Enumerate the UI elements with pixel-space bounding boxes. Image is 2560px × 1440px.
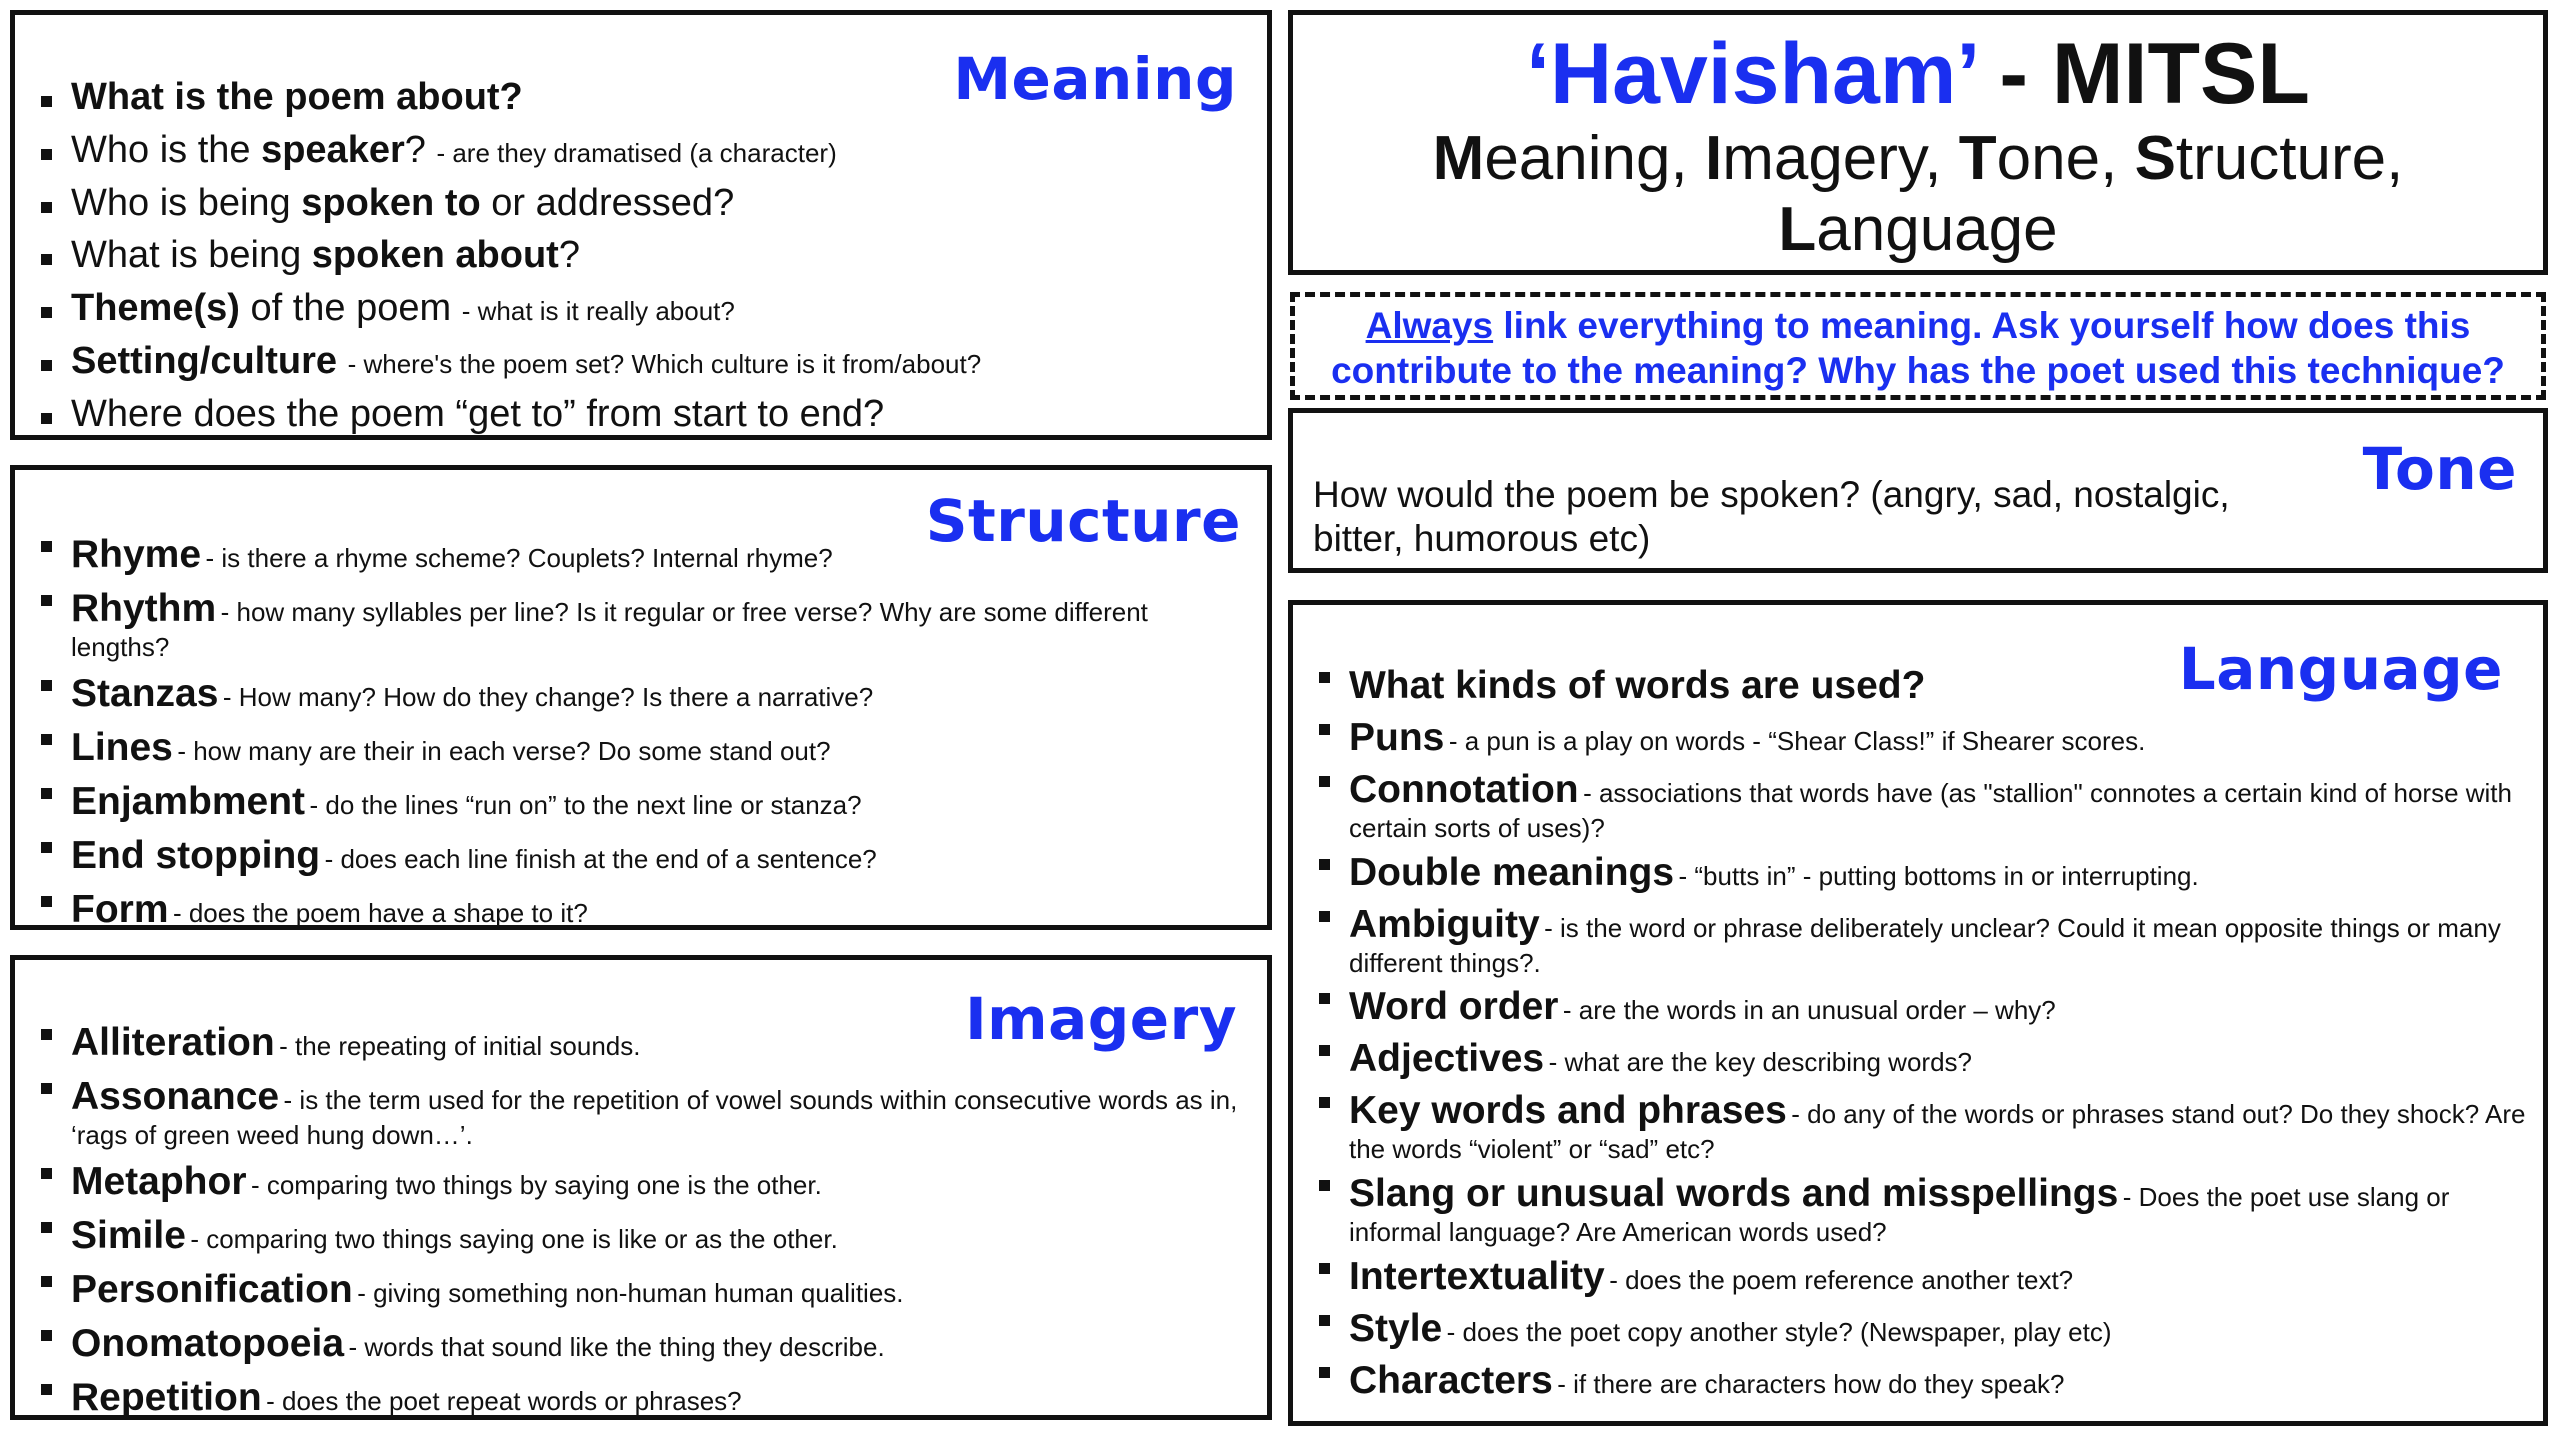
list-item: What kinds of words are used?: [1311, 663, 2541, 709]
list-item: Stanzas - How many? How do they change? Is there a narrative?: [33, 671, 1213, 717]
list-item: Connotation - associations that words have (as "stallion" connotes a certain kind of horse with certain sorts of uses)?: [1311, 767, 2541, 844]
imagery-heading: Imagery: [965, 985, 1237, 1053]
list-item: Theme(s) of the poem - what is it really about?: [33, 286, 1233, 331]
list-item: Slang or unusual words and misspellings - Does the poet use slang or informal language? Are American words used?: [1311, 1171, 2541, 1248]
imagery-list: [33, 1020, 1253, 1429]
list-item: Setting/culture - where's the poem set? Which culture is it from/about?: [33, 339, 1233, 384]
language-heading: Language: [2178, 635, 2503, 703]
list-item: Form - does the poem have a shape to it?: [33, 887, 1213, 933]
structure-panel: [10, 465, 1272, 930]
tone-panel: [1288, 408, 2548, 573]
list-item: Enjambment - do the lines “run on” to the next line or stanza?: [33, 779, 1213, 825]
list-item: Style - does the poet copy another style? (Newspaper, play etc): [1311, 1306, 2541, 1352]
list-item: Characters - if there are characters how do they speak?: [1311, 1358, 2541, 1404]
reminder-emphasis: Always: [1365, 305, 1494, 346]
list-item: End stopping - does each line finish at the end of a sentence?: [33, 833, 1213, 879]
title-panel: [1288, 10, 2548, 275]
list-item: Repetition - does the poet repeat words or phrases?: [33, 1375, 1253, 1421]
reminder-text: link everything to meaning. Ask yourself how does this contribute to the meaning? Why has the poet used this technique?: [1331, 305, 2505, 392]
meaning-panel: [10, 10, 1272, 440]
list-item: Assonance - is the term used for the repetition of vowel sounds within consecutive words as in, ‘rags of green weed hung down…’.: [33, 1074, 1253, 1151]
imagery-panel: [10, 955, 1272, 1420]
reminder-box: [1290, 292, 2546, 400]
list-item: Intertextuality - does the poem reference another text?: [1311, 1254, 2541, 1300]
list-item: Adjectives - what are the key describing words?: [1311, 1036, 2541, 1082]
list-item: What is being spoken about?: [33, 233, 1233, 278]
list-item: What is the poem about?: [33, 75, 1233, 120]
list-item: Double meanings - “butts in” - putting bottoms in or interrupting.: [1311, 850, 2541, 896]
tone-text: How would the poem be spoken? (angry, sad, nostalgic, bitter, humorous etc): [1313, 474, 2230, 560]
list-item: Where does the poem “get to” from start to end?: [33, 392, 1233, 437]
list-item: Who is being spoken to or addressed?: [33, 181, 1233, 226]
title-acronym: - MITSL: [1975, 26, 2310, 122]
list-item: Simile - comparing two things saying one is like or as the other.: [33, 1213, 1253, 1259]
language-panel: [1288, 600, 2548, 1426]
list-item: Key words and phrases - do any of the words or phrases stand out? Do they shock? Are the words “violent” or “sad” etc?: [1311, 1088, 2541, 1165]
list-item: Alliteration - the repeating of initial sounds.: [33, 1020, 1253, 1066]
page-title: [1293, 26, 2543, 122]
list-item: Onomatopoeia - words that sound like the thing they describe.: [33, 1321, 1253, 1367]
list-item: Ambiguity - is the word or phrase deliberately unclear? Could it mean opposite things or many different things?.: [1311, 902, 2541, 979]
meaning-list: [33, 75, 1233, 445]
title-subtitle: Meaning, Imagery, Tone, Structure, Language: [1432, 124, 2404, 265]
list-item: Word order - are the words in an unusual order – why?: [1311, 984, 2541, 1030]
list-item: Lines - how many are their in each verse? Do some stand out?: [33, 725, 1213, 771]
list-item: Puns - a pun is a play on words - “Shear Class!” if Shearer scores.: [1311, 715, 2541, 761]
list-item: Rhyme - is there a rhyme scheme? Couplets? Internal rhyme?: [33, 532, 1213, 578]
tone-heading: Tone: [2362, 435, 2517, 503]
structure-list: [33, 532, 1213, 941]
list-item: Who is the speaker? - are they dramatised (a character): [33, 128, 1233, 173]
list-item: Rhythm - how many syllables per line? Is it regular or free verse? Why are some different lengths?: [33, 586, 1213, 663]
meaning-heading: Meaning: [953, 45, 1237, 113]
title-poem-name: ‘Havisham’: [1526, 26, 1976, 122]
language-list: [1311, 663, 2541, 1410]
list-item: Metaphor - comparing two things by saying one is the other.: [33, 1159, 1253, 1205]
list-item: Personification - giving something non-human human qualities.: [33, 1267, 1253, 1313]
structure-heading: Structure: [925, 487, 1241, 555]
